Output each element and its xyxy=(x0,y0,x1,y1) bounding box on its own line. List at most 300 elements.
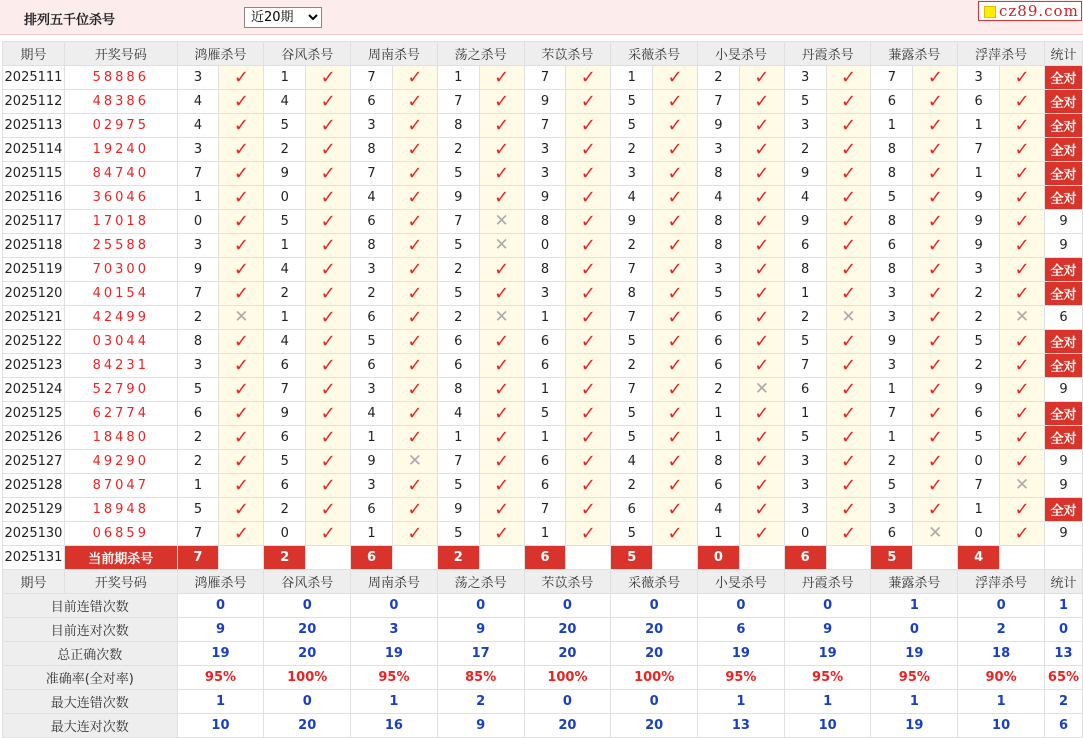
kill-number-cell: 2 xyxy=(958,354,1000,378)
draw-number-cell: 03044 xyxy=(64,330,177,354)
kill-number-cell: 2 xyxy=(264,138,306,162)
check-icon: ✓ xyxy=(927,162,943,184)
kill-number-table xyxy=(2,41,1083,738)
result-mark-cell xyxy=(479,162,524,186)
stats-value: 1 xyxy=(698,690,785,714)
all-correct-badge: 全对 xyxy=(1044,66,1082,90)
kill-number-cell: 8 xyxy=(871,138,913,162)
kill-number-cell: 1 xyxy=(524,522,566,546)
kill-number-cell: 1 xyxy=(177,186,219,210)
check-icon: ✓ xyxy=(841,426,857,448)
kill-number-cell: 3 xyxy=(871,354,913,378)
result-mark-cell xyxy=(392,210,437,234)
result-mark-cell xyxy=(306,498,351,522)
kill-number-cell: 5 xyxy=(264,450,306,474)
kill-number-cell: 0 xyxy=(177,210,219,234)
site-logo[interactable] xyxy=(978,1,1082,21)
table-row xyxy=(3,354,1083,378)
check-icon: ✓ xyxy=(667,210,683,232)
check-icon: ✓ xyxy=(667,234,683,256)
kill-number-cell: 9 xyxy=(958,186,1000,210)
result-mark-cell xyxy=(306,402,351,426)
check-icon: ✓ xyxy=(841,258,857,280)
check-icon: ✓ xyxy=(407,330,423,352)
stats-label: 最大连对次数 xyxy=(3,714,178,738)
kill-number-cell: 5 xyxy=(871,474,913,498)
kill-number-cell: 7 xyxy=(784,354,826,378)
result-mark-cell xyxy=(739,354,784,378)
result-mark-cell xyxy=(739,426,784,450)
check-icon: ✓ xyxy=(580,210,596,232)
kill-number-cell: 9 xyxy=(264,162,306,186)
logo-text: cz89.com xyxy=(999,2,1079,20)
check-icon: ✓ xyxy=(580,426,596,448)
kill-number-cell: 2 xyxy=(784,138,826,162)
result-mark-cell xyxy=(479,210,524,234)
result-mark-cell xyxy=(653,138,698,162)
check-icon: ✓ xyxy=(320,138,336,160)
kill-number-cell: 3 xyxy=(784,114,826,138)
current-kill-number: 6 xyxy=(351,546,393,570)
kill-number-cell: 1 xyxy=(784,282,826,306)
kill-number-cell: 2 xyxy=(437,306,479,330)
kill-number-cell: 1 xyxy=(784,402,826,426)
check-icon: ✓ xyxy=(927,426,943,448)
result-mark-cell xyxy=(566,522,611,546)
draw-number-cell: 36046 xyxy=(64,186,177,210)
period-cell: 2025125 xyxy=(3,402,65,426)
cross-icon: ✕ xyxy=(841,307,856,327)
kill-number-cell: 2 xyxy=(351,282,393,306)
result-mark-cell xyxy=(653,66,698,90)
stats-value: 0 xyxy=(871,618,958,642)
kill-number-cell: 6 xyxy=(871,234,913,258)
kill-number-cell: 3 xyxy=(351,258,393,282)
kill-number-cell: 5 xyxy=(264,210,306,234)
result-mark-cell xyxy=(392,282,437,306)
column-header-expert: 丹霞杀号 xyxy=(784,42,871,66)
result-mark-cell xyxy=(479,474,524,498)
period-cell: 2025116 xyxy=(3,186,65,210)
kill-number-cell: 9 xyxy=(264,402,306,426)
kill-number-cell: 2 xyxy=(871,450,913,474)
result-mark-cell xyxy=(219,378,264,402)
stats-value: 20 xyxy=(611,714,698,738)
check-icon: ✓ xyxy=(754,474,770,496)
kill-number-cell: 8 xyxy=(698,450,740,474)
period-cell: 2025118 xyxy=(3,234,65,258)
result-mark-cell xyxy=(739,138,784,162)
kill-number-cell: 7 xyxy=(437,210,479,234)
result-mark-cell xyxy=(479,378,524,402)
result-mark-cell xyxy=(913,90,958,114)
page-title: 排列五千位杀号 xyxy=(24,13,116,28)
kill-number-cell: 3 xyxy=(784,450,826,474)
stats-row xyxy=(3,690,1083,714)
result-mark-cell xyxy=(913,282,958,306)
current-kill-blank xyxy=(653,546,698,570)
kill-number-cell: 6 xyxy=(958,402,1000,426)
all-correct-badge: 全对 xyxy=(1044,402,1082,426)
result-mark-cell xyxy=(306,210,351,234)
kill-number-cell: 3 xyxy=(698,138,740,162)
stats-value: 20 xyxy=(264,642,351,666)
stats-value: 19 xyxy=(871,714,958,738)
result-mark-cell xyxy=(739,186,784,210)
result-mark-cell xyxy=(1000,306,1045,330)
stats-value: 0 xyxy=(437,594,524,618)
result-mark-cell xyxy=(739,258,784,282)
correct-count-cell: 9 xyxy=(1044,522,1082,546)
result-mark-cell xyxy=(306,90,351,114)
result-mark-cell xyxy=(219,498,264,522)
all-correct-badge: 全对 xyxy=(1044,330,1082,354)
current-kill-blank xyxy=(219,546,264,570)
check-icon: ✓ xyxy=(233,114,249,136)
kill-number-cell: 8 xyxy=(784,258,826,282)
check-icon: ✓ xyxy=(754,66,770,88)
period-cell: 2025114 xyxy=(3,138,65,162)
kill-number-cell: 6 xyxy=(437,330,479,354)
result-mark-cell xyxy=(739,234,784,258)
check-icon: ✓ xyxy=(580,258,596,280)
check-icon: ✓ xyxy=(754,402,770,424)
check-icon: ✓ xyxy=(841,354,857,376)
stats-value: 10 xyxy=(177,714,264,738)
period-cell: 2025124 xyxy=(3,378,65,402)
stats-value: 16 xyxy=(351,714,438,738)
result-mark-cell xyxy=(826,426,871,450)
result-mark-cell xyxy=(913,210,958,234)
kill-number-cell: 5 xyxy=(611,426,653,450)
result-mark-cell xyxy=(653,210,698,234)
result-mark-cell xyxy=(1000,450,1045,474)
result-mark-cell xyxy=(913,474,958,498)
check-icon: ✓ xyxy=(407,354,423,376)
correct-count-cell: 9 xyxy=(1044,234,1082,258)
result-mark-cell xyxy=(566,138,611,162)
period-cell: 2025130 xyxy=(3,522,65,546)
result-mark-cell xyxy=(826,354,871,378)
check-icon: ✓ xyxy=(233,210,249,232)
kill-number-cell: 4 xyxy=(351,186,393,210)
kill-number-cell: 2 xyxy=(698,66,740,90)
kill-number-cell: 6 xyxy=(437,354,479,378)
stats-label: 最大连错次数 xyxy=(3,690,178,714)
result-mark-cell xyxy=(566,330,611,354)
cross-icon: ✕ xyxy=(494,211,509,231)
table-row xyxy=(3,474,1083,498)
kill-number-cell: 7 xyxy=(264,378,306,402)
period-cell: 2025127 xyxy=(3,450,65,474)
check-icon: ✓ xyxy=(1014,498,1030,520)
kill-number-cell: 7 xyxy=(437,90,479,114)
result-mark-cell xyxy=(479,114,524,138)
current-kill-number: 5 xyxy=(611,546,653,570)
check-icon: ✓ xyxy=(927,474,943,496)
kill-number-cell: 9 xyxy=(784,210,826,234)
result-mark-cell xyxy=(1000,402,1045,426)
all-correct-badge: 全对 xyxy=(1044,354,1082,378)
stats-value: 0 xyxy=(611,594,698,618)
kill-number-cell: 9 xyxy=(871,330,913,354)
result-mark-cell xyxy=(219,402,264,426)
draw-number-cell: 40154 xyxy=(64,282,177,306)
kill-number-cell: 0 xyxy=(958,522,1000,546)
check-icon: ✓ xyxy=(927,234,943,256)
kill-number-cell: 6 xyxy=(784,378,826,402)
check-icon: ✓ xyxy=(494,498,510,520)
draw-number-cell: 62774 xyxy=(64,402,177,426)
current-kill-blank xyxy=(1000,546,1045,570)
kill-number-cell: 6 xyxy=(698,306,740,330)
check-icon: ✓ xyxy=(494,258,510,280)
current-kill-label: 当前期杀号 xyxy=(64,546,177,570)
kill-number-cell: 8 xyxy=(524,258,566,282)
result-mark-cell xyxy=(219,450,264,474)
kill-number-cell: 2 xyxy=(611,354,653,378)
stats-value: 19 xyxy=(871,642,958,666)
result-mark-cell xyxy=(566,450,611,474)
stats-value: 95% xyxy=(784,666,871,690)
stats-value: 1 xyxy=(958,690,1045,714)
check-icon: ✓ xyxy=(667,66,683,88)
result-mark-cell xyxy=(653,450,698,474)
check-icon: ✓ xyxy=(841,66,857,88)
result-mark-cell xyxy=(826,210,871,234)
check-icon: ✓ xyxy=(841,522,857,544)
stats-value: 20 xyxy=(611,642,698,666)
result-mark-cell xyxy=(306,474,351,498)
all-correct-badge: 全对 xyxy=(1044,258,1082,282)
check-icon: ✓ xyxy=(754,426,770,448)
kill-number-cell: 1 xyxy=(264,234,306,258)
check-icon: ✓ xyxy=(233,162,249,184)
stats-value: 0 xyxy=(611,690,698,714)
kill-number-cell: 5 xyxy=(958,426,1000,450)
table-row xyxy=(3,210,1083,234)
draw-number-cell: 06859 xyxy=(64,522,177,546)
stats-value: 0 xyxy=(958,594,1045,618)
kill-number-cell: 6 xyxy=(351,306,393,330)
stats-value: 100% xyxy=(264,666,351,690)
result-mark-cell xyxy=(219,522,264,546)
check-icon: ✓ xyxy=(580,306,596,328)
column-header-stat: 统计 xyxy=(1044,42,1082,66)
result-mark-cell xyxy=(392,66,437,90)
kill-number-cell: 4 xyxy=(784,186,826,210)
result-mark-cell xyxy=(306,426,351,450)
column-header-expert: 芣苡杀号 xyxy=(524,570,611,594)
result-mark-cell xyxy=(653,378,698,402)
period-range-select[interactable] xyxy=(244,7,322,28)
check-icon: ✓ xyxy=(927,258,943,280)
result-mark-cell xyxy=(392,426,437,450)
kill-number-cell: 1 xyxy=(524,426,566,450)
stats-value: 0 xyxy=(698,594,785,618)
check-icon: ✓ xyxy=(407,258,423,280)
kill-number-cell: 8 xyxy=(871,258,913,282)
check-icon: ✓ xyxy=(667,426,683,448)
check-icon: ✓ xyxy=(233,234,249,256)
kill-number-cell: 3 xyxy=(784,474,826,498)
kill-number-cell: 0 xyxy=(264,186,306,210)
stats-label: 目前连对次数 xyxy=(3,618,178,642)
stats-value: 20 xyxy=(611,618,698,642)
kill-number-cell: 6 xyxy=(177,402,219,426)
result-mark-cell xyxy=(913,258,958,282)
check-icon: ✓ xyxy=(927,66,943,88)
check-icon: ✓ xyxy=(320,282,336,304)
period-cell: 2025128 xyxy=(3,474,65,498)
kill-number-cell: 7 xyxy=(437,450,479,474)
stats-value: 95% xyxy=(351,666,438,690)
cross-icon: ✕ xyxy=(234,307,249,327)
stats-value: 100% xyxy=(611,666,698,690)
kill-number-cell: 5 xyxy=(871,186,913,210)
check-icon: ✓ xyxy=(667,402,683,424)
result-mark-cell xyxy=(739,522,784,546)
period-cell: 2025119 xyxy=(3,258,65,282)
table-row xyxy=(3,162,1083,186)
logo-square-icon xyxy=(984,6,996,18)
kill-number-cell: 2 xyxy=(264,498,306,522)
all-correct-badge: 全对 xyxy=(1044,114,1082,138)
check-icon: ✓ xyxy=(667,258,683,280)
current-kill-blank xyxy=(913,546,958,570)
stats-value: 10 xyxy=(784,714,871,738)
check-icon: ✓ xyxy=(754,354,770,376)
result-mark-cell xyxy=(479,234,524,258)
result-mark-cell xyxy=(826,234,871,258)
stats-value: 13 xyxy=(698,714,785,738)
kill-number-cell: 5 xyxy=(784,90,826,114)
kill-number-cell: 1 xyxy=(437,426,479,450)
check-icon: ✓ xyxy=(1014,138,1030,160)
current-stat-blank xyxy=(1044,546,1082,570)
kill-number-cell: 4 xyxy=(264,330,306,354)
check-icon: ✓ xyxy=(754,234,770,256)
column-header-draw: 开奖号码 xyxy=(64,570,177,594)
draw-number-cell: 84231 xyxy=(64,354,177,378)
kill-number-cell: 2 xyxy=(958,306,1000,330)
stats-value: 20 xyxy=(524,618,611,642)
result-mark-cell xyxy=(653,402,698,426)
check-icon: ✓ xyxy=(494,114,510,136)
period-cell: 2025113 xyxy=(3,114,65,138)
check-icon: ✓ xyxy=(320,162,336,184)
kill-number-cell: 7 xyxy=(524,498,566,522)
draw-number-cell: 49290 xyxy=(64,450,177,474)
stats-value: 1 xyxy=(351,690,438,714)
table-row xyxy=(3,258,1083,282)
check-icon: ✓ xyxy=(320,354,336,376)
check-icon: ✓ xyxy=(841,234,857,256)
kill-number-cell: 1 xyxy=(264,66,306,90)
kill-number-cell: 1 xyxy=(524,378,566,402)
result-mark-cell xyxy=(566,234,611,258)
stats-value: 20 xyxy=(524,714,611,738)
check-icon: ✓ xyxy=(927,402,943,424)
check-icon: ✓ xyxy=(407,66,423,88)
current-kill-number: 6 xyxy=(524,546,566,570)
check-icon: ✓ xyxy=(233,354,249,376)
kill-number-cell: 1 xyxy=(958,114,1000,138)
kill-number-cell: 1 xyxy=(264,306,306,330)
result-mark-cell xyxy=(219,90,264,114)
table-header-row xyxy=(3,42,1083,66)
check-icon: ✓ xyxy=(841,90,857,112)
stats-value: 20 xyxy=(264,618,351,642)
table-row xyxy=(3,522,1083,546)
cross-icon: ✕ xyxy=(1014,307,1030,327)
result-mark-cell xyxy=(479,402,524,426)
check-icon: ✓ xyxy=(407,282,423,304)
kill-number-cell: 0 xyxy=(264,522,306,546)
result-mark-cell xyxy=(566,474,611,498)
result-mark-cell xyxy=(739,330,784,354)
table-row xyxy=(3,234,1083,258)
result-mark-cell xyxy=(219,282,264,306)
stats-value: 10 xyxy=(958,714,1045,738)
result-mark-cell xyxy=(739,210,784,234)
result-mark-cell xyxy=(392,114,437,138)
check-icon: ✓ xyxy=(233,426,249,448)
result-mark-cell xyxy=(913,114,958,138)
kill-number-cell: 2 xyxy=(958,282,1000,306)
result-mark-cell xyxy=(653,522,698,546)
kill-number-cell: 3 xyxy=(524,138,566,162)
stats-value: 9 xyxy=(437,714,524,738)
kill-number-cell: 5 xyxy=(784,426,826,450)
result-mark-cell xyxy=(566,66,611,90)
result-mark-cell xyxy=(566,162,611,186)
stats-row xyxy=(3,714,1083,738)
kill-number-cell: 3 xyxy=(177,234,219,258)
result-mark-cell xyxy=(1000,474,1045,498)
stats-value: 2 xyxy=(437,690,524,714)
result-mark-cell xyxy=(392,450,437,474)
result-mark-cell xyxy=(219,66,264,90)
result-mark-cell xyxy=(306,186,351,210)
kill-number-cell: 3 xyxy=(871,306,913,330)
result-mark-cell xyxy=(219,426,264,450)
result-mark-cell xyxy=(826,474,871,498)
check-icon: ✓ xyxy=(667,330,683,352)
cross-icon: ✕ xyxy=(494,235,509,255)
kill-number-cell: 3 xyxy=(698,258,740,282)
kill-number-cell: 5 xyxy=(177,498,219,522)
result-mark-cell xyxy=(392,522,437,546)
result-mark-cell xyxy=(739,450,784,474)
kill-number-cell: 7 xyxy=(524,66,566,90)
check-icon: ✓ xyxy=(927,498,943,520)
check-icon: ✓ xyxy=(841,498,857,520)
check-icon: ✓ xyxy=(320,330,336,352)
result-mark-cell xyxy=(392,306,437,330)
kill-number-cell: 8 xyxy=(437,378,479,402)
check-icon: ✓ xyxy=(233,186,249,208)
result-mark-cell xyxy=(306,450,351,474)
draw-number-cell: 17018 xyxy=(64,210,177,234)
result-mark-cell xyxy=(739,114,784,138)
check-icon: ✓ xyxy=(233,66,249,88)
result-mark-cell xyxy=(826,402,871,426)
result-mark-cell xyxy=(219,258,264,282)
draw-number-cell: 25588 xyxy=(64,234,177,258)
check-icon: ✓ xyxy=(1014,234,1030,256)
result-mark-cell xyxy=(1000,210,1045,234)
